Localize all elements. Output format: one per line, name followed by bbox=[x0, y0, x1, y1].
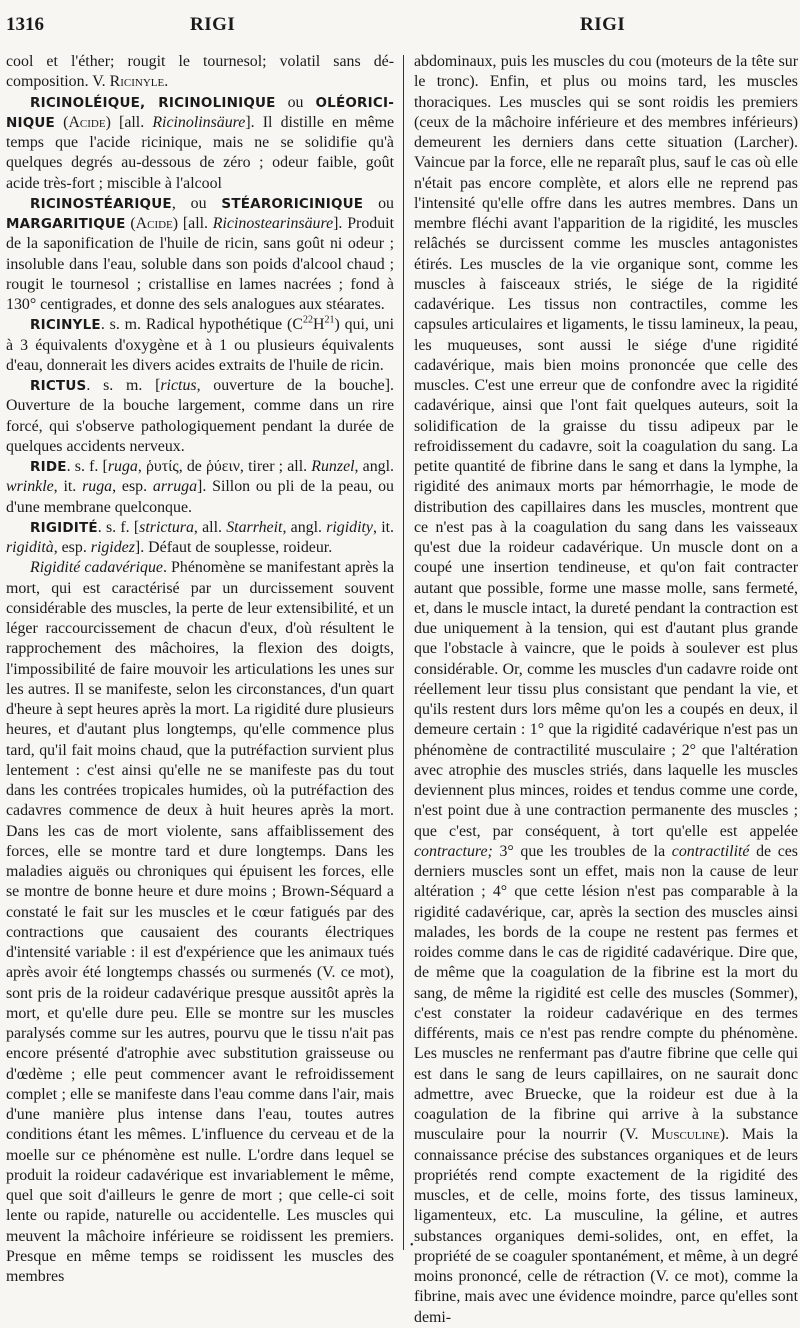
continued-entry: cool et l'éther; rougit le tournesol; volatil sans dé-composition. V. Ricinyle. bbox=[6, 53, 394, 91]
headword: RICTUS bbox=[30, 378, 87, 394]
entry-ricinoleique: RICINOLÉIQUE, RICINOLINIQUE ou OLÉORICI-NIQUE (Acide) [all. Ricinolinsäure]. Il distille en même temps que l'acide ricinique, mais ne se solidifie qu'à quelques degrés au-dessous de zéro ; odeur faible, goût acide très-fort ; miscible à l'alcool bbox=[6, 93, 395, 192]
left-column bbox=[6, 52, 394, 1287]
entry-rigidite: RIGIDITÉ. s. f. [strictura, all. Starrheit, angl. rigidity, it. rigidità, esp. rigidez]. Défaut de souplesse, roideur. bbox=[6, 518, 395, 556]
running-head-right: RIGI bbox=[580, 14, 626, 35]
headword: RIGIDITÉ bbox=[30, 519, 98, 536]
subentry-term: Rigidité cadavérique bbox=[30, 559, 163, 577]
print-mark: • bbox=[410, 1240, 414, 1251]
subentry-rigidite-cadaverique: Rigidité cadavérique. Phénomène se manifestant après la mort, qui est caractérisé par un durcissement souvent considérable des muscles, la perte de leur extensibilité, et un léger raccourcissement de chacun d'eux, d'où résultent le rapprochement des mâchoires, la flexion des doigts, l'impossibilité de faire mouvoir les articulations les unes sur les autres. Il se manifeste, selon les circonstances, d'un quart d'heure à sept heures après la mort. La rigidité dure plusieurs heures, et d'autant plus longtemps, qu'elle commence plus tard, qu'il fait moins chaud, que la putréfaction survient plus lentement : c'est ainsi qu'elle ne se manifeste pas du tout dans les contrées tropicales humides, où la putréfaction des cadavres commence de deux à huit heures après la mort. Dans les cas de mort violente, sans affaiblissement des forces, elle se montre tard et dure longtemps. Dans les maladies aiguës ou chroniques qui épuisent les forces, elle se montre de bonne heure et dure moins ; Brown-Séquard a constaté le fait sur les muscles et le cœur fatigués par des contractions que causaient des courants électriques d'intensité variable : il est d'expérience que les animaux tués après avoir été longtemps chassés ou surmenés (V. ce mot), sont pris de la roideur cadavérique presque aussitôt après la mort, et qu'elle dure peu. Elle se montre sur les muscles paralysés comme sur les autres, pourvu que le tissu n'ait pas encore présenté d'atrophie avec substitution graisseuse ou d'œdème ; elle peut commencer avant le refroidissement complet ; elle se manifeste dans l'eau comme dans l'air, mais d'une manière plus intense dans l'eau, toutes autres conditions étant les mêmes. L'influence du cerveau et de la moelle sur ce phénomène est nulle. L'ordre dans lequel se produit la roideur cadavérique est invariablement le même, quel que soit d'ailleurs le genre de mort ; que celle-ci soit lente ou rapide, naturelle ou accidentelle. Les muscles qui meuvent la mâchoire inférieure se roidissent les premiers. Presque en même temps se roidissent les muscles des membres bbox=[6, 559, 394, 1285]
entry-ricinyle: RICINYLE. s. m. Radical hypothétique $(C^{22}H^{21})$ qui, uni à 3 équivalents d'oxygène et à 1 ou plusieurs équivalents d'eau, donnerait les divers acides extraits de l'huile de ricin. bbox=[6, 314, 395, 374]
page-header bbox=[0, 0, 800, 50]
right-column bbox=[414, 52, 798, 1328]
entry-rictus: RICTUS. s. m. [rictus, ouverture de la bouche]. Ouverture de la bouche largement, comme dans un rire forcé, qui s'observe pathologiquement pendant la durée de quelques accidents nerveux. bbox=[6, 377, 394, 455]
headword: RICINYLE bbox=[30, 317, 101, 334]
column-rule bbox=[403, 55, 404, 1250]
running-head-left: RIGI bbox=[190, 14, 236, 35]
continued-paragraph: abdominaux, puis les muscles du cou (moteurs de la tête sur le tronc). Enfin, et plus ou moins tard, les muscles thoraciques. Les muscles qui se sont roidis les premiers (ceux de la mâchoire inférieure et des membres inférieurs) demeurent les derniers dans cette situation (Larcher). Vaincue par la force, elle ne reparaît plus, sauf le cas où elle n'était pas encore complète, et alors elle ne reprend pas l'intensité qu'elle offre dans les autres membres. Dans un membre fléchi avant l'apparition de la rigidité, les muscles relâchés se durcissent comme les muscles antagonistes étirés. Les muscles de la vie organique sont, comme les muscles à faisceaux striés, le siége de la rigidité cadavérique. Les tissus non contractiles, comme les capsules articulaires et ligaments, le tissu lamineux, la peau, les muqueuses, sont aussi le siége d'une rigidité cadavérique, mais bien moins prononcée que celle des muscles. C'est une erreur que de confondre avec la rigidité cadavérique, ainsi que l'ont fait quelques auteurs, soit la solidification de la graisse du tissu adipeux par le refroidissement du cadavre, soit la coagulation du sang. La petite quantité de fibrine dans le sang et dans la lymphe, la rigidité des animaux morts par hémorrhagie, le mode de distribution des capillaires dans les muscles, montrent que ce n'est pas à la coagulation du sang dans les vaisseaux qu'est due la roideur cadavérique. Un muscle dont on a coupé une insertion tendineuse, et qu'on fait contracter autant que possible, forme une masse molle, sans fermeté, et, dans le muscle intact, la dureté pendant la contraction est due uniquement à la tension, qui est d'autant plus grande que l'obstacle à vaincre, que le poids à soulever est plus considérable. Or, comme les muscles d'un cadavre roide ont réellement leur tissu plus consistant que pendant la vie, et qu'ils restent durs lors même qu'on les a coupés en deux, il demeure certain : 1° que la rigidité cadavérique n'est pas un phénomène de contractilité musculaire ; 2° que l'altération avec atrophie des muscles striés, dans laquelle les muscles deviennent plus minces, roides et tendus comme une corde, n'est point due à une contraction permanente des muscles ; que c'est, par conséquent, à tort qu'elle est appelée contracture; 3° que les troubles de la contractilité de ces derniers muscles sont un effet, mais non la cause de leur altération ; 4° que cette lésion n'est pas comparable à la rigidité cadavérique, car, après la section des muscles ainsi malades, les bords de la coupe ne restent pas fermes et roides comme dans le cas de rigidité cadavérique. Dire que, de même que la coagulation de la fibrine est la mort du sang, de même la rigidité est celle des muscles (Sommer), c'est constater la roideur cadavérique en des termes différents, mais ce n'est pas rendre compte du phénomène. Les muscles ne renfermant pas d'autre fibrine que celle qui est dans le sang de leurs capillaires, on ne saurait donc admettre, avec Bruecke, que la roideur est due à la coagulation de la fibrine qui arrive à la substance musculaire pour la nourrir (V. Musculine). Mais la connaissance précise des substances organiques et de leurs propriétés rend compte exactement de la rigidité des muscles, et de celle, moins forte, des tissus lamineux, ligamenteux, etc. La musculine, la géline, et autres substances organiques demi-solides, ont, en effet, la propriété de se coaguler spontanément, et même, à un degré moins prononcé, celle de rétraction (V. ce mot), comme la fibrine, mais avec une évidence moindre, parce qu'elles sont demi- bbox=[414, 53, 798, 1326]
headword: RIDE bbox=[30, 459, 67, 475]
headword: RICINOSTÉARIQUE bbox=[30, 195, 172, 212]
entry-ride: RIDE. s. f. [ruga, ῥυτίς, de ῥύειν, tirer ; all. Runzel, angl. wrinkle, it. ruga, esp. arruga]. Sillon ou pli de la peau, ou d'une membrane quelconque. bbox=[6, 458, 394, 516]
headword: RICINOLÉIQUE, RICINOLINIQUE bbox=[30, 94, 276, 111]
page-number: 1316 bbox=[6, 14, 44, 35]
entry-ricinostearique: RICINOSTÉARIQUE, ou STÉARORICINIQUE ou MARGARITIQUE (Acide) [all. Ricinostearinsäure]. Produit de la saponification de l'huile de ricin, sans goût ni odeur ; insoluble dans l'eau, soluble dans son poids d'alcool chaud ; rougit le tournesol ; cristallise en lames nacrées ; fond à 130° centigrades, et donne des sels analogues aux stéarates. bbox=[6, 194, 394, 313]
